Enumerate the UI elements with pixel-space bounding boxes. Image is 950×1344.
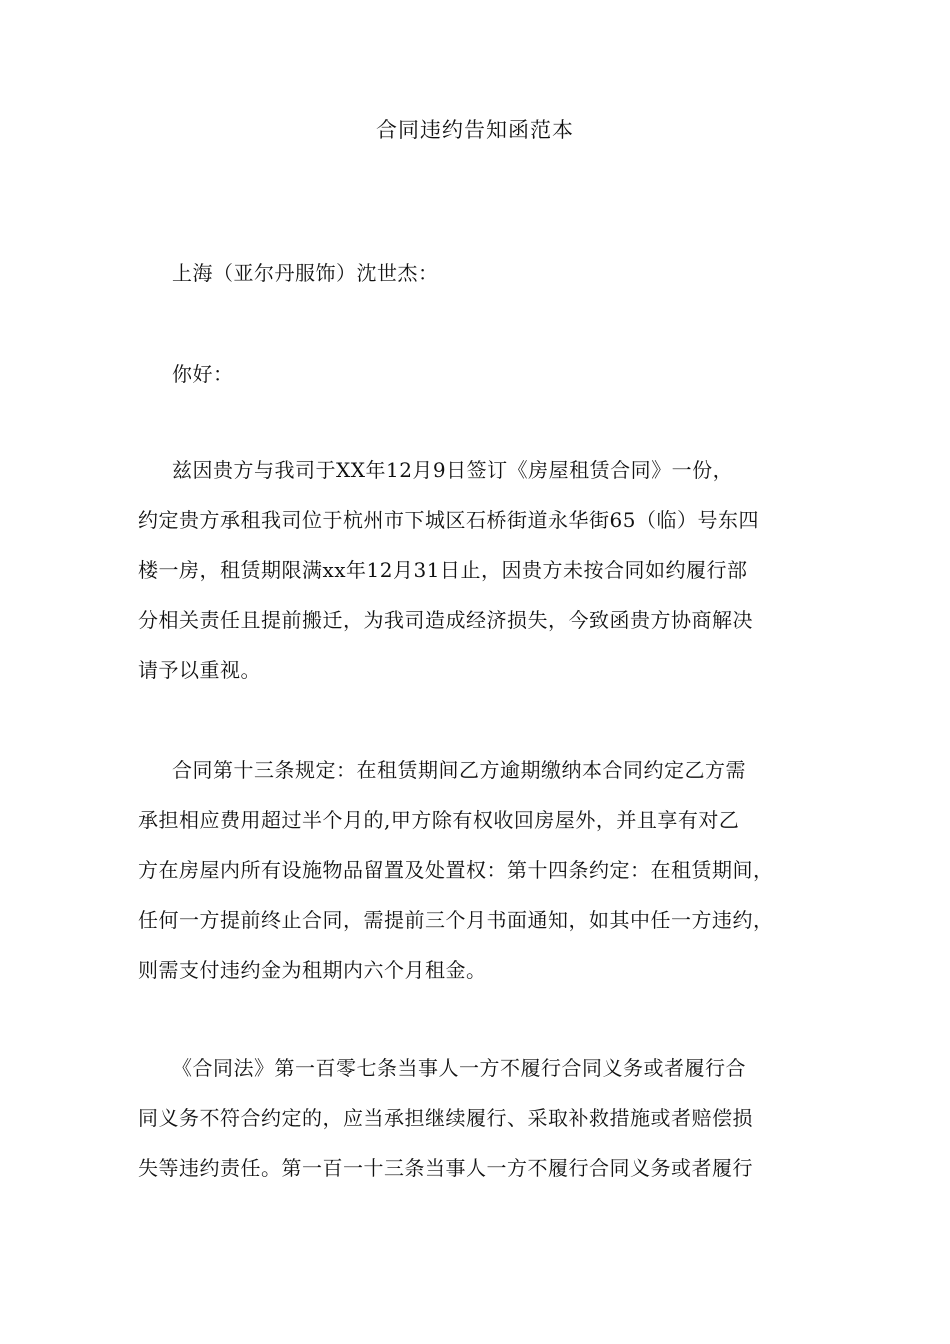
greeting-line: 你好： <box>172 362 234 386</box>
recipient-line: 上海（亚尔丹服饰）沈世杰： <box>172 261 439 285</box>
paragraph-1-line: 约定贵方承租我司位于杭州市下城区石桥街道永华街65（临）号东四 <box>138 508 759 532</box>
paragraph-3-line: 失等违约责任。第一百一十三条当事人一方不履行合同义务或者履行 <box>138 1156 753 1180</box>
paragraph-1-line: 兹因贵方与我司于XX年12月9日签订《房屋租赁合同》一份， <box>172 458 734 482</box>
paragraph-2-line: 则需支付违约金为租期内六个月租金。 <box>138 958 487 982</box>
paragraph-1-line: 分相关责任且提前搬迁，为我司造成经济损失，今致函贵方协商解决 <box>138 608 753 632</box>
paragraph-1-line: 请予以重视。 <box>138 658 261 682</box>
paragraph-2-line: 承担相应费用超过半个月的,甲方除有权收回房屋外，并且享有对乙 <box>138 808 740 832</box>
paragraph-3-line: 《合同法》第一百零七条当事人一方不履行合同义务或者履行合 <box>172 1056 746 1080</box>
paragraph-3-line: 同义务不符合约定的，应当承担继续履行、采取补救措施或者赔偿损 <box>138 1106 753 1130</box>
paragraph-2-line: 合同第十三条规定：在租赁期间乙方逾期缴纳本合同约定乙方需 <box>172 758 746 782</box>
document-title: 合同违约告知函范本 <box>376 118 574 142</box>
paragraph-2-line: 任何一方提前终止合同，需提前三个月书面通知，如其中任一方违约， <box>138 908 774 932</box>
paragraph-2-line: 方在房屋内所有设施物品留置及处置权：第十四条约定：在租赁期间， <box>138 858 774 882</box>
paragraph-1-line: 楼一房，租赁期限满xx年12月31日止，因贵方未按合同如约履行部 <box>138 558 748 582</box>
